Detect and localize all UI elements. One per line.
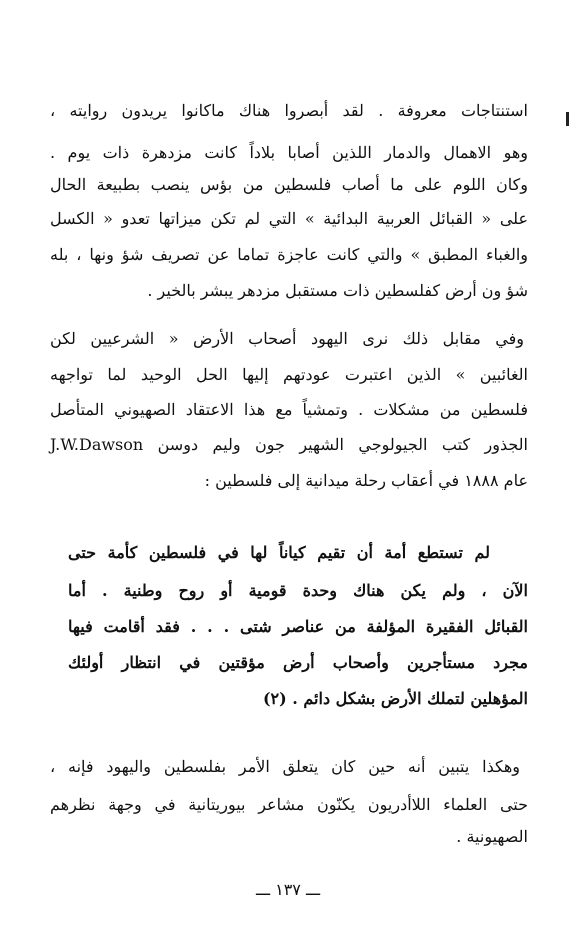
quote-line: لم تستطع أمة أن تقيم كياناً لها في فلسطين كأمة حتى	[68, 543, 490, 562]
paragraph-line: وهو الاهمال والدمار اللذين أصابا بلاداً كانت مزدهرة ذات يوم .	[50, 143, 528, 162]
paragraph-line: وهكذا يتبين أنه حين كان يتعلق الأمر بفلسطين واليهود فإنه ،	[50, 757, 520, 776]
paragraph-line: حتى العلماء اللاأدريون يكنّون مشاعر بيوريتانية في وجهة نظرهم	[50, 795, 528, 814]
paragraph-line: والغباء المطبق » والتي كانت عاجزة تماما عن تصريف شؤ ونها ، بله	[50, 245, 528, 264]
paragraph-line: وفي مقابل ذلك نرى اليهود أصحاب الأرض « الشرعيين لكن	[50, 329, 524, 348]
page-number: ـــ ١٣٧ ـــ	[255, 880, 321, 899]
paragraph-line: الجذور كتب الجيولوجي الشهير جون وليم دوسن J.W.Dawson	[50, 435, 528, 454]
quote-line: القبائل الفقيرة المؤلفة من عناصر شتى . . . فقد أقامت فيها	[68, 617, 528, 636]
paragraph-line: شؤ ون أرض كفلسطين ذات مستقبل مزدهر يبشر بالخير .	[147, 281, 528, 300]
paragraph-line: استنتاجات معروفة . لقد أبصروا هناك ماكانوا يريدون روايته ،	[50, 101, 528, 120]
paragraph-line: فلسطين من مشكلات . وتمشياً مع هذا الاعتقاد الصهيوني المتأصل	[50, 400, 528, 419]
quote-line: الآن ، ولم يكن هناك وحدة قومية أو روح وطنية . أما	[68, 581, 528, 600]
paragraph-line: الغائبين » الذين اعتبرت عودتهم إليها الحل الوحيد لما تواجهه	[50, 365, 528, 384]
quote-line: المؤهلين لتملك الأرض بشكل دائم . (٢)	[262, 689, 528, 708]
paragraph-line: الصهيونية .	[456, 827, 528, 846]
paragraph-line: على « القبائل العربية البدائية » التي لم تكن ميزاتها تعدو « الكسل	[50, 209, 528, 228]
paragraph-line: وكان اللوم على ما أصاب فلسطين من بؤس ينصب بطبيعة الحال	[50, 175, 528, 194]
paragraph-line: عام ١٨٨٨ في أعقاب رحلة ميدانية إلى فلسطين :	[204, 471, 528, 490]
quote-line: مجرد مستأجرين وأصحاب أرض مؤقتين في انتظار أولئك	[68, 653, 528, 672]
margin-mark	[566, 112, 569, 126]
